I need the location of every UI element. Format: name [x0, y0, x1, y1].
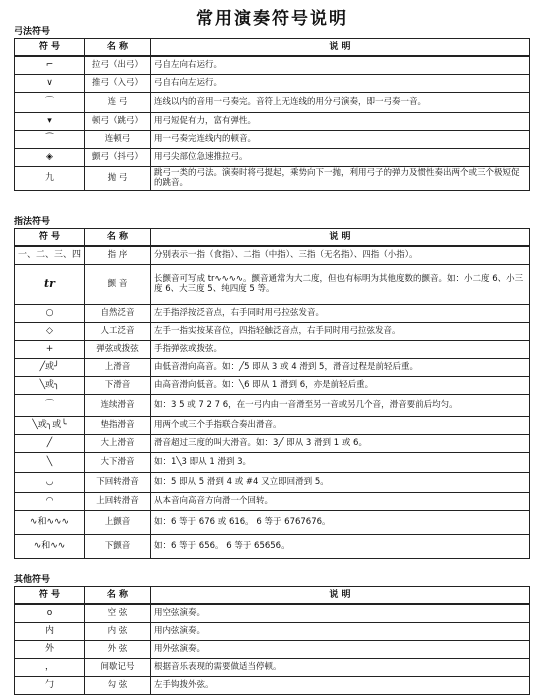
- table-row-symbol: ◡: [15, 472, 85, 492]
- table-row-desc: 用一弓奏完连线内的顿音。: [151, 130, 530, 148]
- table-row-name: 上滑音: [85, 358, 151, 376]
- table-row-symbol: ⌒: [15, 92, 85, 112]
- table-row-desc: 弓自左向右运行。: [151, 56, 530, 74]
- table-row-name: 下滑音: [85, 376, 151, 394]
- table-row-name: 连 弓: [85, 92, 151, 112]
- table-row-name: 内 弦: [85, 622, 151, 640]
- table-row-desc: 如：1╲3 即从 1 滑到 3。: [151, 452, 530, 472]
- table-row-symbol: ∿和∿∿: [15, 534, 85, 558]
- table-row-symbol: ▾: [15, 112, 85, 130]
- table-row-desc: 由高音滑向低音。如：╲6 即从 1 滑到 6，亦是前轻后重。: [151, 376, 530, 394]
- fingering-table: [14, 228, 530, 559]
- table-row-name: 勾 弦: [85, 676, 151, 694]
- table-row-symbol: +: [15, 340, 85, 358]
- table-row-desc: 跳弓一类的弓法。演奏时将弓提起，乘势向下一抛，利用弓子的弹力及惯性奏出两个或三个极短促的跳音。: [151, 166, 530, 190]
- table-row-symbol: 九: [15, 166, 85, 190]
- table-row-desc: 如：6 等于 656。 6 等于 65656。: [151, 534, 530, 558]
- header-name: 名 称: [85, 229, 151, 247]
- header-desc: 说 明: [151, 39, 530, 57]
- table-row-name: 垫指滑音: [85, 416, 151, 434]
- table-row-symbol: 外: [15, 640, 85, 658]
- table-row-name: 连续滑音: [85, 394, 151, 416]
- table-row-symbol: ◠: [15, 492, 85, 510]
- table-row-symbol: ∨: [15, 74, 85, 92]
- header-desc: 说 明: [151, 587, 530, 605]
- other-table: [14, 586, 530, 695]
- table-row-name: 顿弓（跳弓）: [85, 112, 151, 130]
- table-row-name: 指 序: [85, 246, 151, 264]
- table-row-desc: 手指弹弦或拨弦。: [151, 340, 530, 358]
- section-heading-bowing: 弓法符号: [14, 27, 51, 37]
- table-row-symbol: ◈: [15, 148, 85, 166]
- table-row-name: 下回转滑音: [85, 472, 151, 492]
- table-row-name: 连顿弓: [85, 130, 151, 148]
- section-heading-other: 其他符号: [14, 575, 51, 585]
- table-row-desc: 用内弦演奏。: [151, 622, 530, 640]
- table-row-name: 上颤音: [85, 510, 151, 534]
- bowing-table: [14, 38, 530, 191]
- table-row-desc: 左手钩拨外弦。: [151, 676, 530, 694]
- table-row-symbol: ◇: [15, 322, 85, 340]
- table-row-name: 空 弦: [85, 604, 151, 622]
- table-row-symbol: 一、二、三、四: [15, 246, 85, 264]
- header-symbol: 符 号: [15, 39, 85, 57]
- table-row-symbol: ╱: [15, 434, 85, 452]
- table-row-symbol: ╱或╯: [15, 358, 85, 376]
- header-name: 名 称: [85, 587, 151, 605]
- table-row-name: 颤弓（抖弓）: [85, 148, 151, 166]
- table-row-desc: 用空弦演奏。: [151, 604, 530, 622]
- table-row-desc: 从本音向高音方向滑一个回转。: [151, 492, 530, 510]
- table-row-name: 大下滑音: [85, 452, 151, 472]
- table-row-name: 拉弓（出弓）: [85, 56, 151, 74]
- table-row-desc: 如：3 5 或 7 2 7 6，在一弓内由一音滑至另一音或另几个音，滑音要前后均匀。: [151, 394, 530, 416]
- table-row-desc: 如：6 等于 676 或 616。 6 等于 6767676。: [151, 510, 530, 534]
- header-name: 名 称: [85, 39, 151, 57]
- table-row-desc: 用外弦演奏。: [151, 640, 530, 658]
- table-row-symbol: ╲: [15, 452, 85, 472]
- table-row-symbol: ∿和∿∿∿: [15, 510, 85, 534]
- table-row-desc: 由低音滑向高音。如：╱5 即从 3 或 4 滑到 5，滑音过程是前轻后重。: [151, 358, 530, 376]
- table-row-desc: 左手一指实按某音位，四指轻触泛音点，右手同时用弓拉弦发音。: [151, 322, 530, 340]
- table-row-name: 间歇记号: [85, 658, 151, 676]
- table-row-name: 外 弦: [85, 640, 151, 658]
- table-row-desc: 如：5 即从 5 滑到 4 或 #4 又立即回滑到 5。: [151, 472, 530, 492]
- table-row-name: 上回转滑音: [85, 492, 151, 510]
- table-row-desc: 滑音超过三度的叫大滑音。如：3╱ 即从 3 滑到 1 或 6。: [151, 434, 530, 452]
- table-row-symbol: ⁀: [15, 130, 85, 148]
- table-row-desc: 长颤音可写成 tr∿∿∿∿。颤音通常为大二度，但也有标明为其他度数的颤音。如：小二度 6、小三度 6、大三度 5、纯四度 5 等。: [151, 264, 530, 304]
- header-symbol: 符 号: [15, 587, 85, 605]
- table-row-name: 人工泛音: [85, 322, 151, 340]
- table-row-name: 抛 弓: [85, 166, 151, 190]
- table-row-desc: 连线以内的音用一弓奏完。音符上无连线的用分弓演奏，即一弓奏一音。: [151, 92, 530, 112]
- table-row-desc: 根据音乐表现的需要做适当停顿。: [151, 658, 530, 676]
- table-row-name: 大上滑音: [85, 434, 151, 452]
- header-symbol: 符 号: [15, 229, 85, 247]
- table-row-desc: 用两个或三个手指联合奏出滑音。: [151, 416, 530, 434]
- table-row-name: 自然泛音: [85, 304, 151, 322]
- table-row-symbol: o: [15, 604, 85, 622]
- table-row-symbol: 勹: [15, 676, 85, 694]
- table-row-name: 颤 音: [85, 264, 151, 304]
- table-row-symbol: ，: [15, 658, 85, 676]
- table-row-symbol: ⌒: [15, 394, 85, 416]
- table-row-desc: 弓自右向左运行。: [151, 74, 530, 92]
- table-row-desc: 分别表示一指（食指）、二指（中指）、三指（无名指）、四指（小指）。: [151, 246, 530, 264]
- header-desc: 说 明: [151, 229, 530, 247]
- table-row-desc: 左手指浮按泛音点，右手同时用弓拉弦发音。: [151, 304, 530, 322]
- table-row-name: 下颤音: [85, 534, 151, 558]
- table-row-symbol: ○: [15, 304, 85, 322]
- table-row-symbol: ⌐: [15, 56, 85, 74]
- section-heading-fingering: 指法符号: [14, 217, 51, 227]
- table-row-name: 推弓（入弓）: [85, 74, 151, 92]
- table-row-symbol: ╲或╮: [15, 376, 85, 394]
- table-row-symbol: tr: [15, 264, 85, 304]
- table-row-symbol: ╲或╮或╰: [15, 416, 85, 434]
- table-row-symbol: 内: [15, 622, 85, 640]
- table-row-desc: 用弓尖部位急速推拉弓。: [151, 148, 530, 166]
- page-title: 常用演奏符号说明: [196, 9, 348, 29]
- table-row-name: 弹弦或拨弦: [85, 340, 151, 358]
- table-row-desc: 用弓短促有力，富有弹性。: [151, 112, 530, 130]
